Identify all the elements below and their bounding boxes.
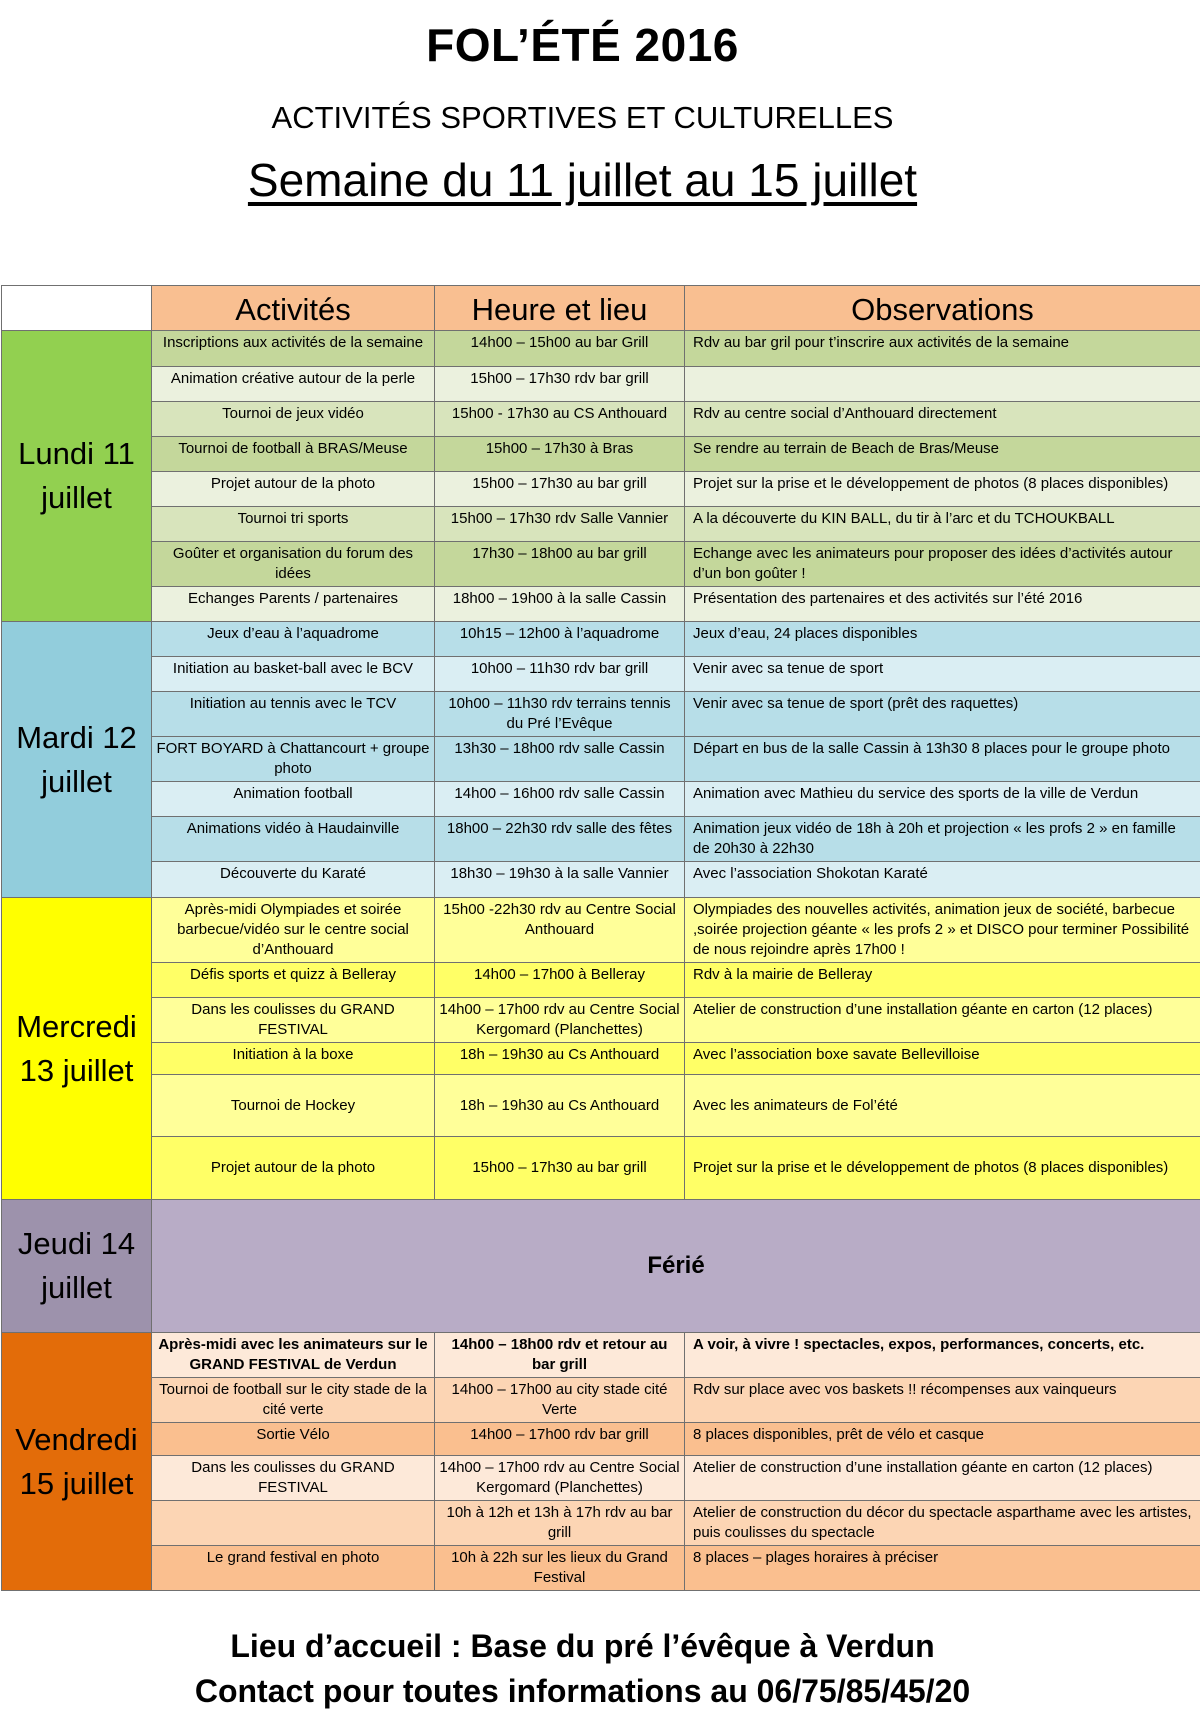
table-row [2,692,1200,737]
table-row [2,1043,1200,1075]
time-cell: 10h00 – 11h30 rdv bar grill [435,657,685,692]
time-cell: 15h00 – 17h30 à Bras [435,437,685,472]
observation-cell: Rdv sur place avec vos baskets !! récompenses aux vainqueurs [685,1378,1200,1423]
observation-cell: Avec les animateurs de Fol’été [685,1075,1200,1137]
observation-cell: Rdv au centre social d’Anthouard directement [685,402,1200,437]
time-cell: 14h00 – 17h00 rdv au Centre Social Kergomard (Planchettes) [435,1456,685,1501]
activity-cell: Animation football [152,782,435,817]
observation-cell: Départ en bus de la salle Cassin à 13h30 8 places pour le groupe photo [685,737,1200,782]
table-row [2,862,1200,898]
activity-cell [152,1501,435,1546]
time-cell: 18h30 – 19h30 à la salle Vannier [435,862,685,898]
time-cell: 14h00 – 17h00 au city stade cité Verte [435,1378,685,1423]
corner-cell [2,286,152,331]
table-row [2,737,1200,782]
activity-cell: Tournoi de Hockey [152,1075,435,1137]
activity-cell: Initiation au tennis avec le TCV [152,692,435,737]
time-cell: 15h00 – 17h30 rdv Salle Vannier [435,507,685,542]
activity-cell: Sortie Vélo [152,1423,435,1456]
observation-cell: Echange avec les animateurs pour proposer des idées d’activités autour d’un bon goûter ! [685,542,1200,587]
activity-cell: Tournoi de football sur le city stade de la cité verte [152,1378,435,1423]
time-cell: 14h00 – 18h00 rdv et retour au bar grill [435,1333,685,1378]
time-cell: 15h00 -22h30 rdv au Centre Social Anthouard [435,898,685,963]
table-row [2,1423,1200,1456]
observation-cell: Animation jeux vidéo de 18h à 20h et projection « les profs 2 » en famille de 20h30 à 22h30 [685,817,1200,862]
header-row [2,286,1200,331]
column-header-activities: Activités [152,286,435,331]
observation-cell: Avec l’association boxe savate Bellevilloise [685,1043,1200,1075]
table-row [2,1378,1200,1423]
observation-cell: Rdv au bar gril pour t’inscrire aux activités de la semaine [685,331,1200,367]
observation-cell: 8 places disponibles, prêt de vélo et casque [685,1423,1200,1456]
time-cell: 10h00 – 11h30 rdv terrains tennis du Pré l’Evêque [435,692,685,737]
activity-cell: Tournoi de football à BRAS/Meuse [152,437,435,472]
observation-cell [685,367,1200,402]
table-row [2,507,1200,542]
table-row [2,622,1200,657]
time-cell: 13h30 – 18h00 rdv salle Cassin [435,737,685,782]
table-row [2,1075,1200,1137]
week-heading: Semaine du 11 juillet au 15 juillet [247,154,918,206]
activity-cell: Echanges Parents / partenaires [152,587,435,622]
observation-cell: Olympiades des nouvelles activités, animation jeux de société, barbecue ,soirée projection géante « les profs 2 » et DISCO pour terminer Possibilité de nous rejoindre après 17h00 ! [685,898,1200,963]
table-row [2,998,1200,1043]
observation-cell: Venir avec sa tenue de sport (prêt des raquettes) [685,692,1200,737]
day-label-tuesday: Mardi 12 juillet [2,622,152,898]
day-label-wednesday: Mercredi 13 juillet [2,898,152,1200]
activity-cell: Initiation à la boxe [152,1043,435,1075]
column-header-observations: Observations [685,286,1200,331]
activity-cell: Animations vidéo à Haudainville [152,817,435,862]
observation-cell: Rdv à la mairie de Belleray [685,963,1200,998]
table-row [2,331,1200,367]
observation-cell: Se rendre au terrain de Beach de Bras/Meuse [685,437,1200,472]
day-label-thursday: Jeudi 14 juillet [2,1200,152,1333]
activity-cell: Découverte du Karaté [152,862,435,898]
table-row [2,898,1200,963]
time-cell: 14h00 – 17h00 rdv bar grill [435,1423,685,1456]
holiday-cell: Férié [152,1200,1200,1333]
observation-cell: Venir avec sa tenue de sport [685,657,1200,692]
observation-cell: Atelier de construction du décor du spectacle asparthame avec les artistes, puis coulisses du spectacle [685,1501,1200,1546]
observation-cell: Jeux d’eau, 24 places disponibles [685,622,1200,657]
table-row [2,1501,1200,1546]
table-row [2,782,1200,817]
activity-cell: Inscriptions aux activités de la semaine [152,331,435,367]
schedule-table [1,285,1200,1591]
table-row [2,472,1200,507]
activity-cell: Le grand festival en photo [152,1546,435,1591]
activity-cell: Initiation au basket-ball avec le BCV [152,657,435,692]
observation-cell: A voir, à vivre ! spectacles, expos, performances, concerts, etc. [685,1333,1200,1378]
time-cell: 15h00 – 17h30 rdv bar grill [435,367,685,402]
time-cell: 15h00 – 17h30 au bar grill [435,472,685,507]
activity-cell: Animation créative autour de la perle [152,367,435,402]
activity-cell: Jeux d’eau à l’aquadrome [152,622,435,657]
footer-location: Lieu d’accueil : Base du pré l’évêque à Verdun [230,1628,935,1664]
page-title: FOL’ÉTÉ 2016 [426,19,739,71]
observation-cell: Animation avec Mathieu du service des sports de la ville de Verdun [685,782,1200,817]
day-label-friday: Vendredi 15 juillet [2,1333,152,1591]
time-cell: 18h – 19h30 au Cs Anthouard [435,1043,685,1075]
time-cell: 10h à 22h sur les lieux du Grand Festival [435,1546,685,1591]
time-cell: 17h30 – 18h00 au bar grill [435,542,685,587]
activity-cell: FORT BOYARD à Chattancourt + groupe photo [152,737,435,782]
table-row [2,1200,1200,1333]
time-cell: 14h00 – 17h00 rdv au Centre Social Kergomard (Planchettes) [435,998,685,1043]
table-row [2,1137,1200,1200]
table-row [2,367,1200,402]
table-row [2,657,1200,692]
activity-cell: Tournoi de jeux vidéo [152,402,435,437]
table-row [2,963,1200,998]
time-cell: 15h00 - 17h30 au CS Anthouard [435,402,685,437]
table-row [2,402,1200,437]
activity-cell: Tournoi tri sports [152,507,435,542]
time-cell: 14h00 – 17h00 à Belleray [435,963,685,998]
time-cell: 18h00 – 19h00 à la salle Cassin [435,587,685,622]
table-row [2,1546,1200,1591]
observation-cell: Avec l’association Shokotan Karaté [685,862,1200,898]
time-cell: 14h00 – 15h00 au bar Grill [435,331,685,367]
observation-cell: Projet sur la prise et le développement de photos (8 places disponibles) [685,472,1200,507]
observation-cell: Présentation des partenaires et des activités sur l’été 2016 [685,587,1200,622]
page-subtitle: ACTIVITÉS SPORTIVES ET CULTURELLES [271,100,894,135]
time-cell: 14h00 – 16h00 rdv salle Cassin [435,782,685,817]
time-cell: 18h00 – 22h30 rdv salle des fêtes [435,817,685,862]
activity-cell: Dans les coulisses du GRAND FESTIVAL [152,998,435,1043]
column-header-time-place: Heure et lieu [435,286,685,331]
activity-cell: Projet autour de la photo [152,472,435,507]
table-row [2,1456,1200,1501]
table-row [2,587,1200,622]
observation-cell: Projet sur la prise et le développement de photos (8 places disponibles) [685,1137,1200,1200]
table-row [2,1333,1200,1378]
time-cell: 10h15 – 12h00 à l’aquadrome [435,622,685,657]
observation-cell: 8 places – plages horaires à préciser [685,1546,1200,1591]
time-cell: 18h – 19h30 au Cs Anthouard [435,1075,685,1137]
day-label-monday: Lundi 11 juillet [2,331,152,622]
activity-cell: Projet autour de la photo [152,1137,435,1200]
observation-cell: A la découverte du KIN BALL, du tir à l’arc et du TCHOUKBALL [685,507,1200,542]
observation-cell: Atelier de construction d’une installation géante en carton (12 places) [685,1456,1200,1501]
observation-cell: Atelier de construction d’une installation géante en carton (12 places) [685,998,1200,1043]
activity-cell: Après-midi avec les animateurs sur le GRAND FESTIVAL de Verdun [152,1333,435,1378]
activity-cell: Goûter et organisation du forum des idées [152,542,435,587]
footer-contact: Contact pour toutes informations au 06/75/85/45/20 [194,1673,971,1709]
activity-cell: Après-midi Olympiades et soirée barbecue/vidéo sur le centre social d’Anthouard [152,898,435,963]
activity-cell: Défis sports et quizz à Belleray [152,963,435,998]
time-cell: 10h à 12h et 13h à 17h rdv au bar grill [435,1501,685,1546]
table-row [2,542,1200,587]
time-cell: 15h00 – 17h30 au bar grill [435,1137,685,1200]
table-row [2,437,1200,472]
activity-cell: Dans les coulisses du GRAND FESTIVAL [152,1456,435,1501]
table-row [2,817,1200,862]
